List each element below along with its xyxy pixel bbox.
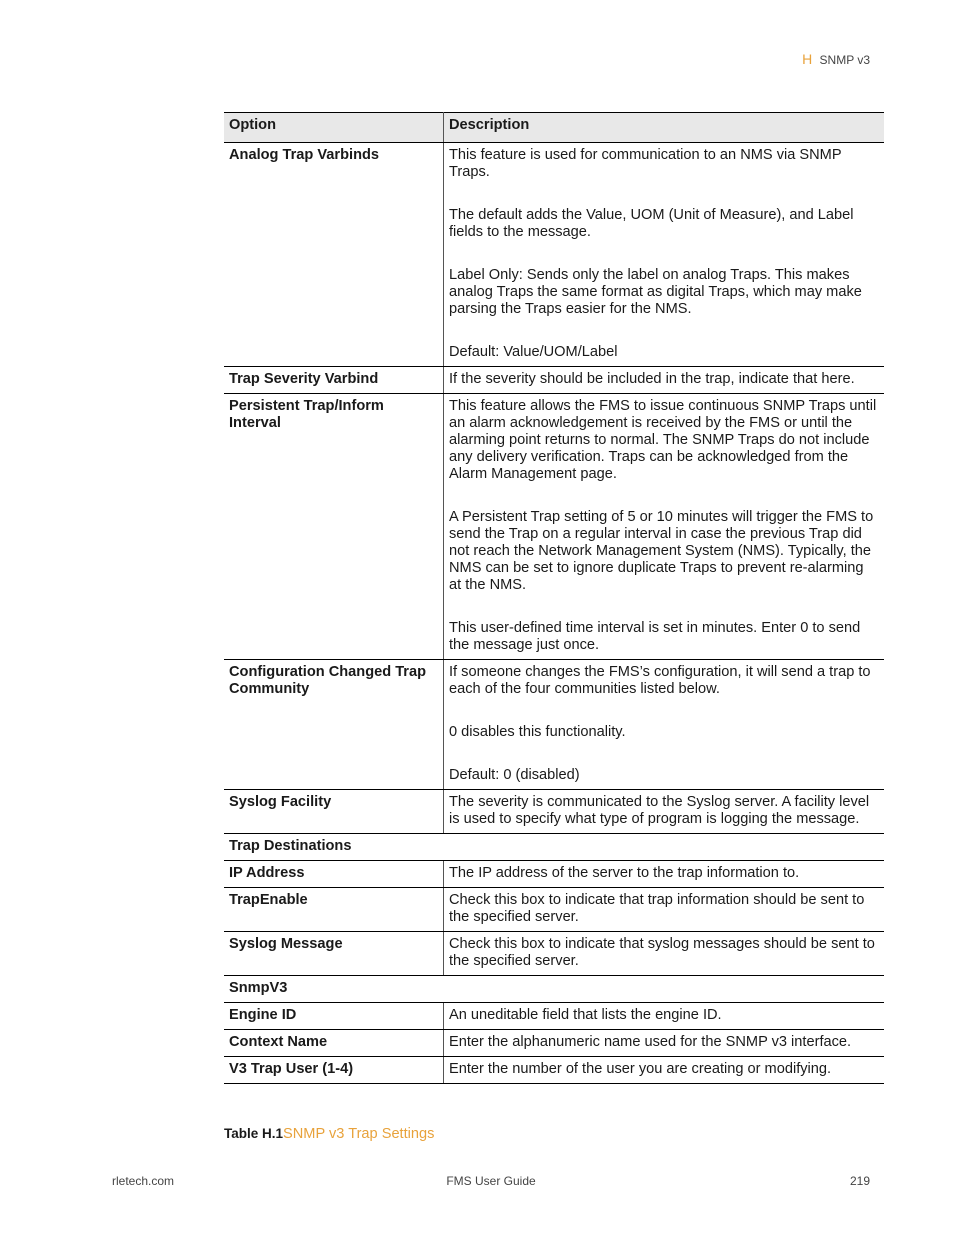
option-description — [444, 394, 885, 660]
description-paragraph: This user-defined time interval is set in minutes. Enter 0 to send the message just once. — [449, 620, 861, 653]
options-table — [224, 112, 884, 1084]
table-caption — [224, 1126, 434, 1142]
description-paragraph: This feature is used for communication to an NMS via SNMP Traps. — [449, 147, 842, 180]
description-paragraph: The IP address of the server to the trap information to. — [449, 865, 800, 881]
caption-title[interactable]: SNMP v3 Trap Settings — [283, 1126, 435, 1142]
option-description — [444, 1003, 885, 1030]
description-paragraph: Default: Value/UOM/Label — [449, 344, 618, 360]
description-paragraph: Enter the alphanumeric name used for the SNMP v3 interface. — [449, 1034, 852, 1050]
option-name: V3 Trap User (1-4) — [224, 1057, 444, 1084]
option-description — [444, 888, 885, 932]
option-description — [444, 790, 885, 834]
table-row — [224, 932, 884, 976]
option-description — [444, 932, 885, 976]
description-paragraph: The default adds the Value, UOM (Unit of Measure), and Label fields to the message. — [449, 207, 854, 240]
option-description — [444, 143, 885, 367]
table-row — [224, 394, 884, 660]
option-description — [444, 367, 885, 394]
option-description — [444, 1030, 885, 1057]
table-section-row — [224, 834, 884, 861]
description-paragraph: The severity is communicated to the Syslog server. A facility level is used to specify what type of program is logging the message. — [449, 794, 870, 827]
description-paragraph: If the severity should be included in the trap, indicate that here. — [449, 371, 855, 387]
description-paragraph: A Persistent Trap setting of 5 or 10 minutes will trigger the FMS to send the Trap on a regular interval in case the previous Trap did not reach the Network Management System (NMS). Typically, the NMS can be set to ignore duplicate Traps to prevent re-alarming at the NMS. — [449, 509, 874, 593]
section-title: SNMP v3 — [819, 53, 870, 67]
table-body — [224, 143, 884, 1084]
option-description — [444, 660, 885, 790]
running-header — [802, 51, 870, 67]
option-name: Engine ID — [224, 1003, 444, 1030]
table-row — [224, 367, 884, 394]
caption-label: Table H.1 — [224, 1126, 284, 1141]
option-description — [444, 861, 885, 888]
table-row — [224, 660, 884, 790]
footer-guide-title: FMS User Guide — [446, 1174, 536, 1188]
table-row — [224, 1057, 884, 1084]
description-paragraph: 0 disables this functionality. — [449, 724, 626, 740]
column-header-description: Description — [444, 113, 885, 143]
table-row — [224, 1030, 884, 1057]
column-header-option: Option — [224, 113, 444, 143]
option-name: Context Name — [224, 1030, 444, 1057]
table-row — [224, 143, 884, 367]
table-row — [224, 861, 884, 888]
description-paragraph: This feature allows the FMS to issue continuous SNMP Traps until an alarm acknowledgement is received by the FMS or until the alarming point returns to normal. The SNMP Traps do not include any delivery verification. Traps can be acknowledged from the Alarm Management page. — [449, 398, 877, 482]
appendix-letter: H — [802, 51, 813, 67]
description-paragraph: Default: 0 (disabled) — [449, 767, 580, 783]
option-name: IP Address — [224, 861, 444, 888]
option-name: Syslog Facility — [224, 790, 444, 834]
footer-page-number: 219 — [849, 1174, 870, 1188]
option-name: Trap Severity Varbind — [224, 367, 444, 394]
table-header-row — [224, 113, 884, 143]
footer-website: rletech.com — [112, 1174, 175, 1188]
section-heading: SnmpV3 — [224, 976, 884, 1003]
description-paragraph: Check this box to indicate that syslog messages should be sent to the specified server. — [449, 936, 875, 969]
option-name: Configuration Changed Trap Community — [224, 660, 444, 790]
table-row — [224, 1003, 884, 1030]
option-description — [444, 1057, 885, 1084]
section-heading: Trap Destinations — [224, 834, 884, 861]
description-paragraph: An uneditable field that lists the engine ID. — [449, 1007, 722, 1023]
option-name: Analog Trap Varbinds — [224, 143, 444, 367]
option-name: Persistent Trap/Inform Interval — [224, 394, 444, 660]
description-paragraph: Label Only: Sends only the label on analog Traps. This makes analog Traps the same format as digital Traps, which may make parsing the Traps easier for the NMS. — [449, 267, 862, 317]
description-paragraph: Check this box to indicate that trap information should be sent to the specified server. — [449, 892, 865, 925]
table-section-row — [224, 976, 884, 1003]
description-paragraph: If someone changes the FMS’s configuration, it will send a trap to each of the four communities listed below. — [449, 664, 871, 697]
table-row — [224, 888, 884, 932]
option-name: TrapEnable — [224, 888, 444, 932]
table-row — [224, 790, 884, 834]
option-name: Syslog Message — [224, 932, 444, 976]
description-paragraph: Enter the number of the user you are creating or modifying. — [449, 1061, 832, 1077]
